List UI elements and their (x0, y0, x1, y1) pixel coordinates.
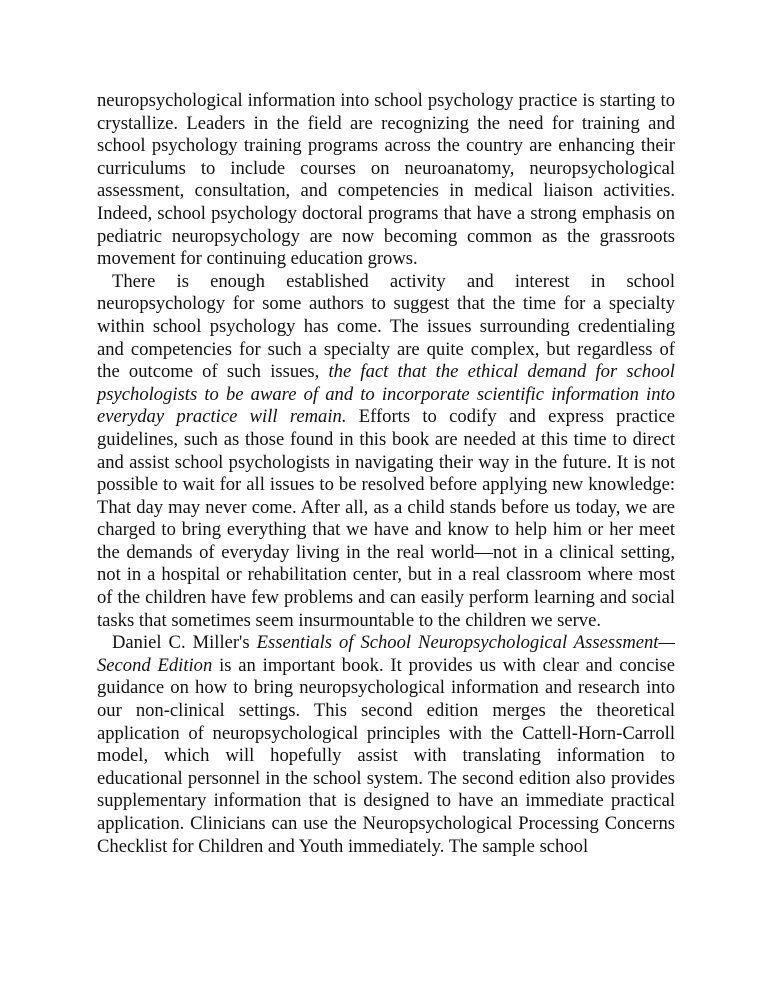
paragraph-specialty (97, 271, 675, 633)
page-body (97, 90, 675, 858)
book-title: Essentials of School Neuropsychological Assessment—Second Edition (97, 632, 675, 676)
paragraph-2-text-b: Efforts to codify and express practice guidelines, such as those found in this book are needed at this time to direct and assist school psychologists in navigating their way in the future. It is not possible to wait for all issues to be resolved before applying new knowledge: That day may never come. After all, as a child stands before us today, we are charged to bring everything that we have and know to help him or her meet the demands of everyday living in the real world—not in a clinical setting, not in a hospital or rehabilitation center, but in a real classroom where most of the children have few problems and can easily perform learning and social tasks that sometimes seem insurmountable to the children we serve. (97, 406, 675, 631)
paragraph-2-emphasis: the fact that the ethical demand for school psychologists to be aware of and to incorporate scientific information into everyday practice will remain. (97, 361, 675, 428)
paragraph-continuation (97, 90, 675, 271)
paragraph-book-intro (97, 632, 675, 858)
paragraph-3-text-b: is an important book. It provides us with clear and concise guidance on how to bring neuropsychological information and research into our non-clinical settings. This second edition merges the theoretical application of neuropsychological principles with the Cattell-Horn-Carroll model, which will hopefully assist with translating information to educational personnel in the school system. The second edition also provides supplementary information that is designed to have an immediate practical application. Clinicians can use the Neuropsychological Processing Concerns Checklist for Children and Youth immediately. The sample school (97, 654, 675, 857)
paragraph-3-text-a: Daniel C. Miller's (112, 632, 257, 654)
paragraph-1-text: neuropsychological information into school psychology practice is starting to crystallize. Leaders in the field are recognizing the need for training and school psychology training programs across the country are enhancing their curriculums to include courses on neuroanatomy, neuropsychological assessment, consultation, and competencies in medical liaison activities. Indeed, school psychology doctoral programs that have a strong emphasis on pediatric neuropsychology are now becoming common as the grassroots movement for continuing education grows. (97, 90, 675, 270)
paragraph-2-text-a: There is enough established activity and interest in school neuropsychology for some authors to suggest that the time for a specialty within school psychology has come. The issues surrounding credentialing and competencies for such a specialty are quite complex, but regardless of the outcome of such issues, (97, 270, 675, 383)
